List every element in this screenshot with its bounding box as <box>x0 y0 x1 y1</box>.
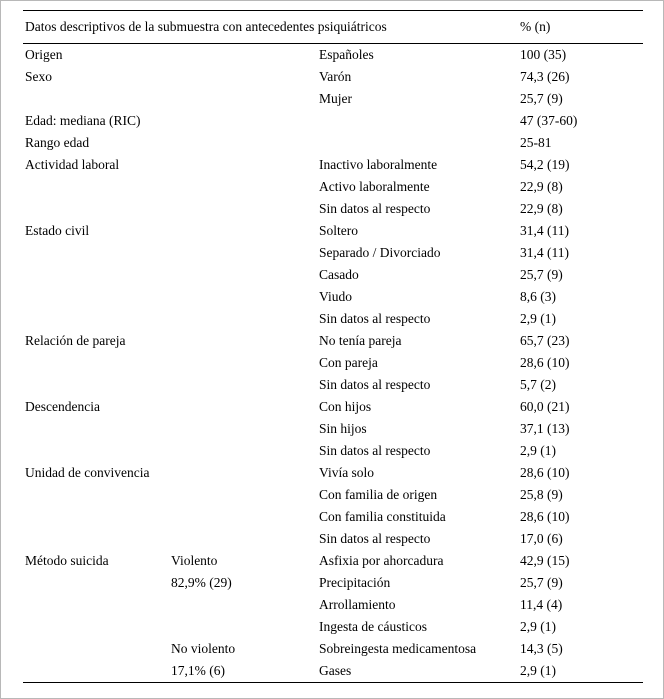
cell-subgroup <box>169 220 317 242</box>
table-row <box>23 132 643 154</box>
cell-value: 74,3 (26) <box>520 69 570 84</box>
table-row <box>23 286 643 308</box>
cell-value: 60,0 (21) <box>520 399 570 414</box>
cell-subgroup <box>169 44 317 67</box>
table-row <box>23 396 643 418</box>
cell-subgroup <box>169 396 317 418</box>
cell-category: Con familia constituida <box>319 509 446 524</box>
table-row <box>23 220 643 242</box>
cell-subgroup <box>169 506 317 528</box>
table-row <box>23 330 643 352</box>
cell-variable: Rango edad <box>25 135 90 150</box>
cell-subgroup <box>169 484 317 506</box>
cell-variable <box>23 264 169 286</box>
cell-variable <box>23 506 169 528</box>
table-row <box>23 242 643 264</box>
cell-variable <box>23 484 169 506</box>
cell-value: 28,6 (10) <box>520 509 570 524</box>
cell-value: 31,4 (11) <box>520 223 570 238</box>
cell-variable: Sexo <box>25 69 52 84</box>
cell-variable: Actividad laboral <box>25 157 120 172</box>
cell-subgroup <box>169 352 317 374</box>
cell-variable <box>23 352 169 374</box>
table-body <box>23 44 643 683</box>
table-header <box>23 11 643 44</box>
cell-category: Precipitación <box>319 575 391 590</box>
cell-value: 25,7 (9) <box>520 91 563 106</box>
cell-category: Españoles <box>319 47 374 62</box>
cell-value: 31,4 (11) <box>520 245 570 260</box>
table-row <box>23 550 643 572</box>
table-row <box>23 440 643 462</box>
cell-subgroup <box>169 308 317 330</box>
cell-variable: Edad: mediana (RIC) <box>25 113 141 128</box>
table-row <box>23 638 643 660</box>
cell-value: 2,9 (1) <box>520 311 557 326</box>
cell-variable <box>23 572 169 594</box>
cell-category: No tenía pareja <box>319 333 402 348</box>
cell-value: 47 (37-60) <box>520 113 578 128</box>
table-row <box>23 462 643 484</box>
cell-subgroup <box>169 88 317 110</box>
cell-subgroup: 17,1% (6) <box>171 663 225 678</box>
cell-subgroup: Violento <box>171 553 218 568</box>
cell-value: 25,7 (9) <box>520 575 563 590</box>
cell-variable <box>23 242 169 264</box>
cell-value: 2,9 (1) <box>520 443 557 458</box>
cell-variable <box>23 374 169 396</box>
table-row <box>23 572 643 594</box>
cell-category: Sin datos al respecto <box>319 377 431 392</box>
table-header-row <box>23 11 643 44</box>
cell-subgroup <box>169 440 317 462</box>
cell-variable: Estado civil <box>25 223 90 238</box>
table-row <box>23 374 643 396</box>
cell-category: Varón <box>319 69 352 84</box>
cell-value: 28,6 (10) <box>520 355 570 370</box>
cell-subgroup <box>169 66 317 88</box>
cell-variable: Método suicida <box>25 553 109 568</box>
cell-variable: Origen <box>25 47 63 62</box>
descriptive-data-table <box>23 10 643 683</box>
value-column-header: % (n) <box>520 19 551 34</box>
cell-value: 14,3 (5) <box>520 641 563 656</box>
table-row <box>23 66 643 88</box>
cell-variable: Descendencia <box>25 399 100 414</box>
cell-category: Sin datos al respecto <box>319 531 431 546</box>
table-row <box>23 528 643 550</box>
cell-category <box>317 132 518 154</box>
cell-subgroup <box>169 286 317 308</box>
cell-value: 65,7 (23) <box>520 333 570 348</box>
cell-variable <box>23 88 169 110</box>
cell-subgroup <box>169 242 317 264</box>
cell-subgroup <box>169 528 317 550</box>
table-row <box>23 616 643 638</box>
cell-subgroup <box>169 374 317 396</box>
cell-variable <box>23 198 169 220</box>
cell-value: 22,9 (8) <box>520 179 563 194</box>
cell-variable: Relación de pareja <box>25 333 126 348</box>
cell-value: 5,7 (2) <box>520 377 557 392</box>
table-row <box>23 418 643 440</box>
cell-category: Casado <box>319 267 359 282</box>
cell-category: Asfixia por ahorcadura <box>319 553 444 568</box>
cell-value: 25,8 (9) <box>520 487 563 502</box>
cell-category: Sobreingesta medicamentosa <box>319 641 477 656</box>
table-row <box>23 264 643 286</box>
cell-subgroup <box>169 154 317 176</box>
cell-variable <box>23 638 169 660</box>
cell-subgroup <box>169 462 317 484</box>
cell-value: 11,4 (4) <box>520 597 563 612</box>
cell-category: Ingesta de cáusticos <box>319 619 427 634</box>
cell-value: 25-81 <box>520 135 552 150</box>
cell-subgroup <box>169 198 317 220</box>
table-title: Datos descriptivos de la submuestra con antecedentes psiquiátricos <box>25 19 387 34</box>
cell-variable <box>23 594 169 616</box>
cell-variable <box>23 308 169 330</box>
cell-category: Activo laboralmente <box>319 179 430 194</box>
cell-subgroup <box>169 594 317 616</box>
cell-value: 17,0 (6) <box>520 531 563 546</box>
cell-subgroup <box>169 616 317 638</box>
table-row <box>23 198 643 220</box>
table-row <box>23 594 643 616</box>
cell-subgroup: No violento <box>171 641 236 656</box>
cell-variable: Unidad de convivencia <box>25 465 150 480</box>
cell-subgroup <box>169 418 317 440</box>
cell-value: 54,2 (19) <box>520 157 570 172</box>
cell-category: Sin datos al respecto <box>319 201 431 216</box>
cell-value: 2,9 (1) <box>520 663 557 678</box>
cell-variable <box>23 176 169 198</box>
table-row <box>23 88 643 110</box>
cell-category: Soltero <box>319 223 358 238</box>
cell-value: 37,1 (13) <box>520 421 570 436</box>
cell-category: Separado / Divorciado <box>319 245 441 260</box>
cell-value: 42,9 (15) <box>520 553 570 568</box>
cell-category <box>317 110 518 132</box>
cell-category: Inactivo laboralmente <box>319 157 438 172</box>
cell-value: 100 (35) <box>520 47 567 62</box>
cell-value: 25,7 (9) <box>520 267 563 282</box>
cell-value: 2,9 (1) <box>520 619 557 634</box>
cell-variable <box>23 528 169 550</box>
cell-category: Sin hijos <box>319 421 367 436</box>
cell-category: Con pareja <box>319 355 378 370</box>
cell-value: 8,6 (3) <box>520 289 557 304</box>
cell-variable <box>23 286 169 308</box>
cell-value: 22,9 (8) <box>520 201 563 216</box>
table-row <box>23 506 643 528</box>
cell-value: 28,6 (10) <box>520 465 570 480</box>
cell-subgroup <box>169 132 317 154</box>
table-row <box>23 176 643 198</box>
cell-category: Vivía solo <box>319 465 375 480</box>
cell-subgroup <box>169 176 317 198</box>
cell-category: Con familia de origen <box>319 487 438 502</box>
table-row <box>23 154 643 176</box>
cell-category: Arrollamiento <box>319 597 396 612</box>
cell-subgroup <box>169 110 317 132</box>
table-row <box>23 484 643 506</box>
table-row <box>23 44 643 67</box>
cell-category: Con hijos <box>319 399 372 414</box>
table-row <box>23 308 643 330</box>
table-row <box>23 352 643 374</box>
cell-variable <box>23 660 169 683</box>
cell-category: Viudo <box>319 289 352 304</box>
cell-category: Gases <box>319 663 352 678</box>
cell-subgroup: 82,9% (29) <box>171 575 232 590</box>
cell-variable <box>23 440 169 462</box>
table-row <box>23 110 643 132</box>
cell-variable <box>23 418 169 440</box>
table-row <box>23 660 643 683</box>
cell-subgroup <box>169 264 317 286</box>
cell-subgroup <box>169 330 317 352</box>
cell-category: Sin datos al respecto <box>319 443 431 458</box>
cell-category: Sin datos al respecto <box>319 311 431 326</box>
cell-variable <box>23 616 169 638</box>
cell-category: Mujer <box>319 91 352 106</box>
